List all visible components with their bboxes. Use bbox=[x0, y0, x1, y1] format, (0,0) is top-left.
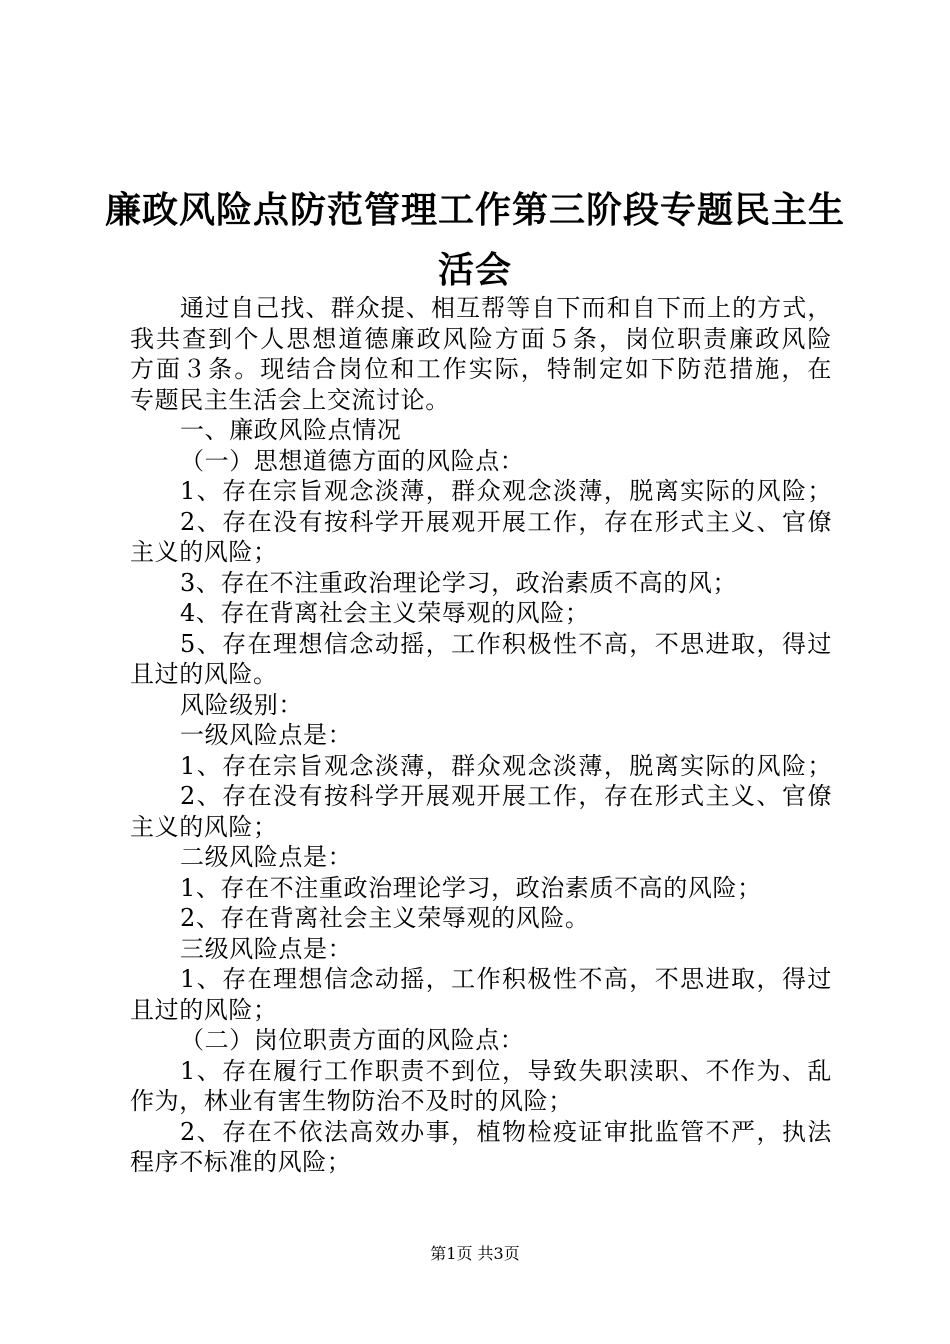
subsection-heading: （二）岗位职责方面的风险点： bbox=[180, 1026, 525, 1054]
subsection-heading: （一）思想道德方面的风险点： bbox=[180, 446, 525, 475]
list-item-line: 且过的风险。 bbox=[130, 660, 278, 688]
list-item-line: 作为，林业有害生物防治不及时的风险； bbox=[130, 1087, 573, 1115]
paragraph-line: 我共查到个人思想道德廉政风险方面５条，岗位职责廉政风险 bbox=[130, 324, 832, 353]
paragraph-line: 专题民主生活会上交流讨论。 bbox=[130, 385, 450, 414]
document-title-line-2: 活会 bbox=[437, 249, 512, 291]
list-item-line: 主义的风险； bbox=[130, 812, 278, 841]
risk-level-label: 三级风险点是： bbox=[180, 934, 353, 963]
list-item-line: 主义的风险； bbox=[130, 538, 278, 566]
document-title-line-1: 廉政风险点防范管理工作第三阶段专题民主生 bbox=[104, 189, 845, 231]
list-item-line: 1、存在宗旨观念淡薄，群众观念淡薄，脱离实际的风险； bbox=[180, 751, 832, 780]
page-footer: 第1页 共3页 bbox=[430, 1244, 520, 1263]
document-body bbox=[130, 293, 832, 1178]
list-item-line: 4、存在背离社会主义荣辱观的风险； bbox=[180, 599, 590, 627]
list-item-line: 程序不标准的风险； bbox=[130, 1148, 352, 1176]
list-item-line: 1、存在履行工作职责不到位，导致失职渎职、不作为、乱 bbox=[180, 1056, 832, 1085]
paragraph-line: 通过自己找、群众提、相互帮等自下而和自下而上的方式， bbox=[180, 294, 832, 322]
risk-level-label: 一级风险点是： bbox=[180, 721, 353, 749]
risk-level-heading: 风险级别： bbox=[180, 690, 303, 719]
list-item-line: 1、存在理想信念动摇，工作积极性不高，不思进取，得过 bbox=[180, 965, 832, 993]
list-item-line: 2、存在不依法高效办事，植物检疫证审批监管不严，执法 bbox=[180, 1117, 832, 1146]
risk-level-label: 二级风险点是： bbox=[180, 843, 353, 871]
list-item-line: 2、存在没有按科学开展观开展工作，存在形式主义、官僚 bbox=[180, 782, 832, 810]
list-item-line: 1、存在不注重政治理论学习，政治素质不高的风险； bbox=[180, 873, 762, 902]
list-item-line: 2、存在背离社会主义荣辱观的风险。 bbox=[180, 904, 590, 932]
list-item-line: 且过的风险； bbox=[130, 995, 278, 1024]
list-item-line: 1、存在宗旨观念淡薄，群众观念淡薄，脱离实际的风险； bbox=[180, 477, 832, 505]
list-item-line: 5、存在理想信念动摇，工作积极性不高，不思进取，得过 bbox=[180, 629, 832, 658]
section-heading: 一、廉政风险点情况 bbox=[180, 416, 402, 444]
list-item-line: 2、存在没有按科学开展观开展工作，存在形式主义、官僚 bbox=[180, 507, 832, 536]
list-item-line: 3、存在不注重政治理论学习，政治素质不高的风； bbox=[180, 568, 738, 597]
paragraph-line: 方面３条。现结合岗位和工作实际，特制定如下防范措施，在 bbox=[130, 355, 832, 383]
